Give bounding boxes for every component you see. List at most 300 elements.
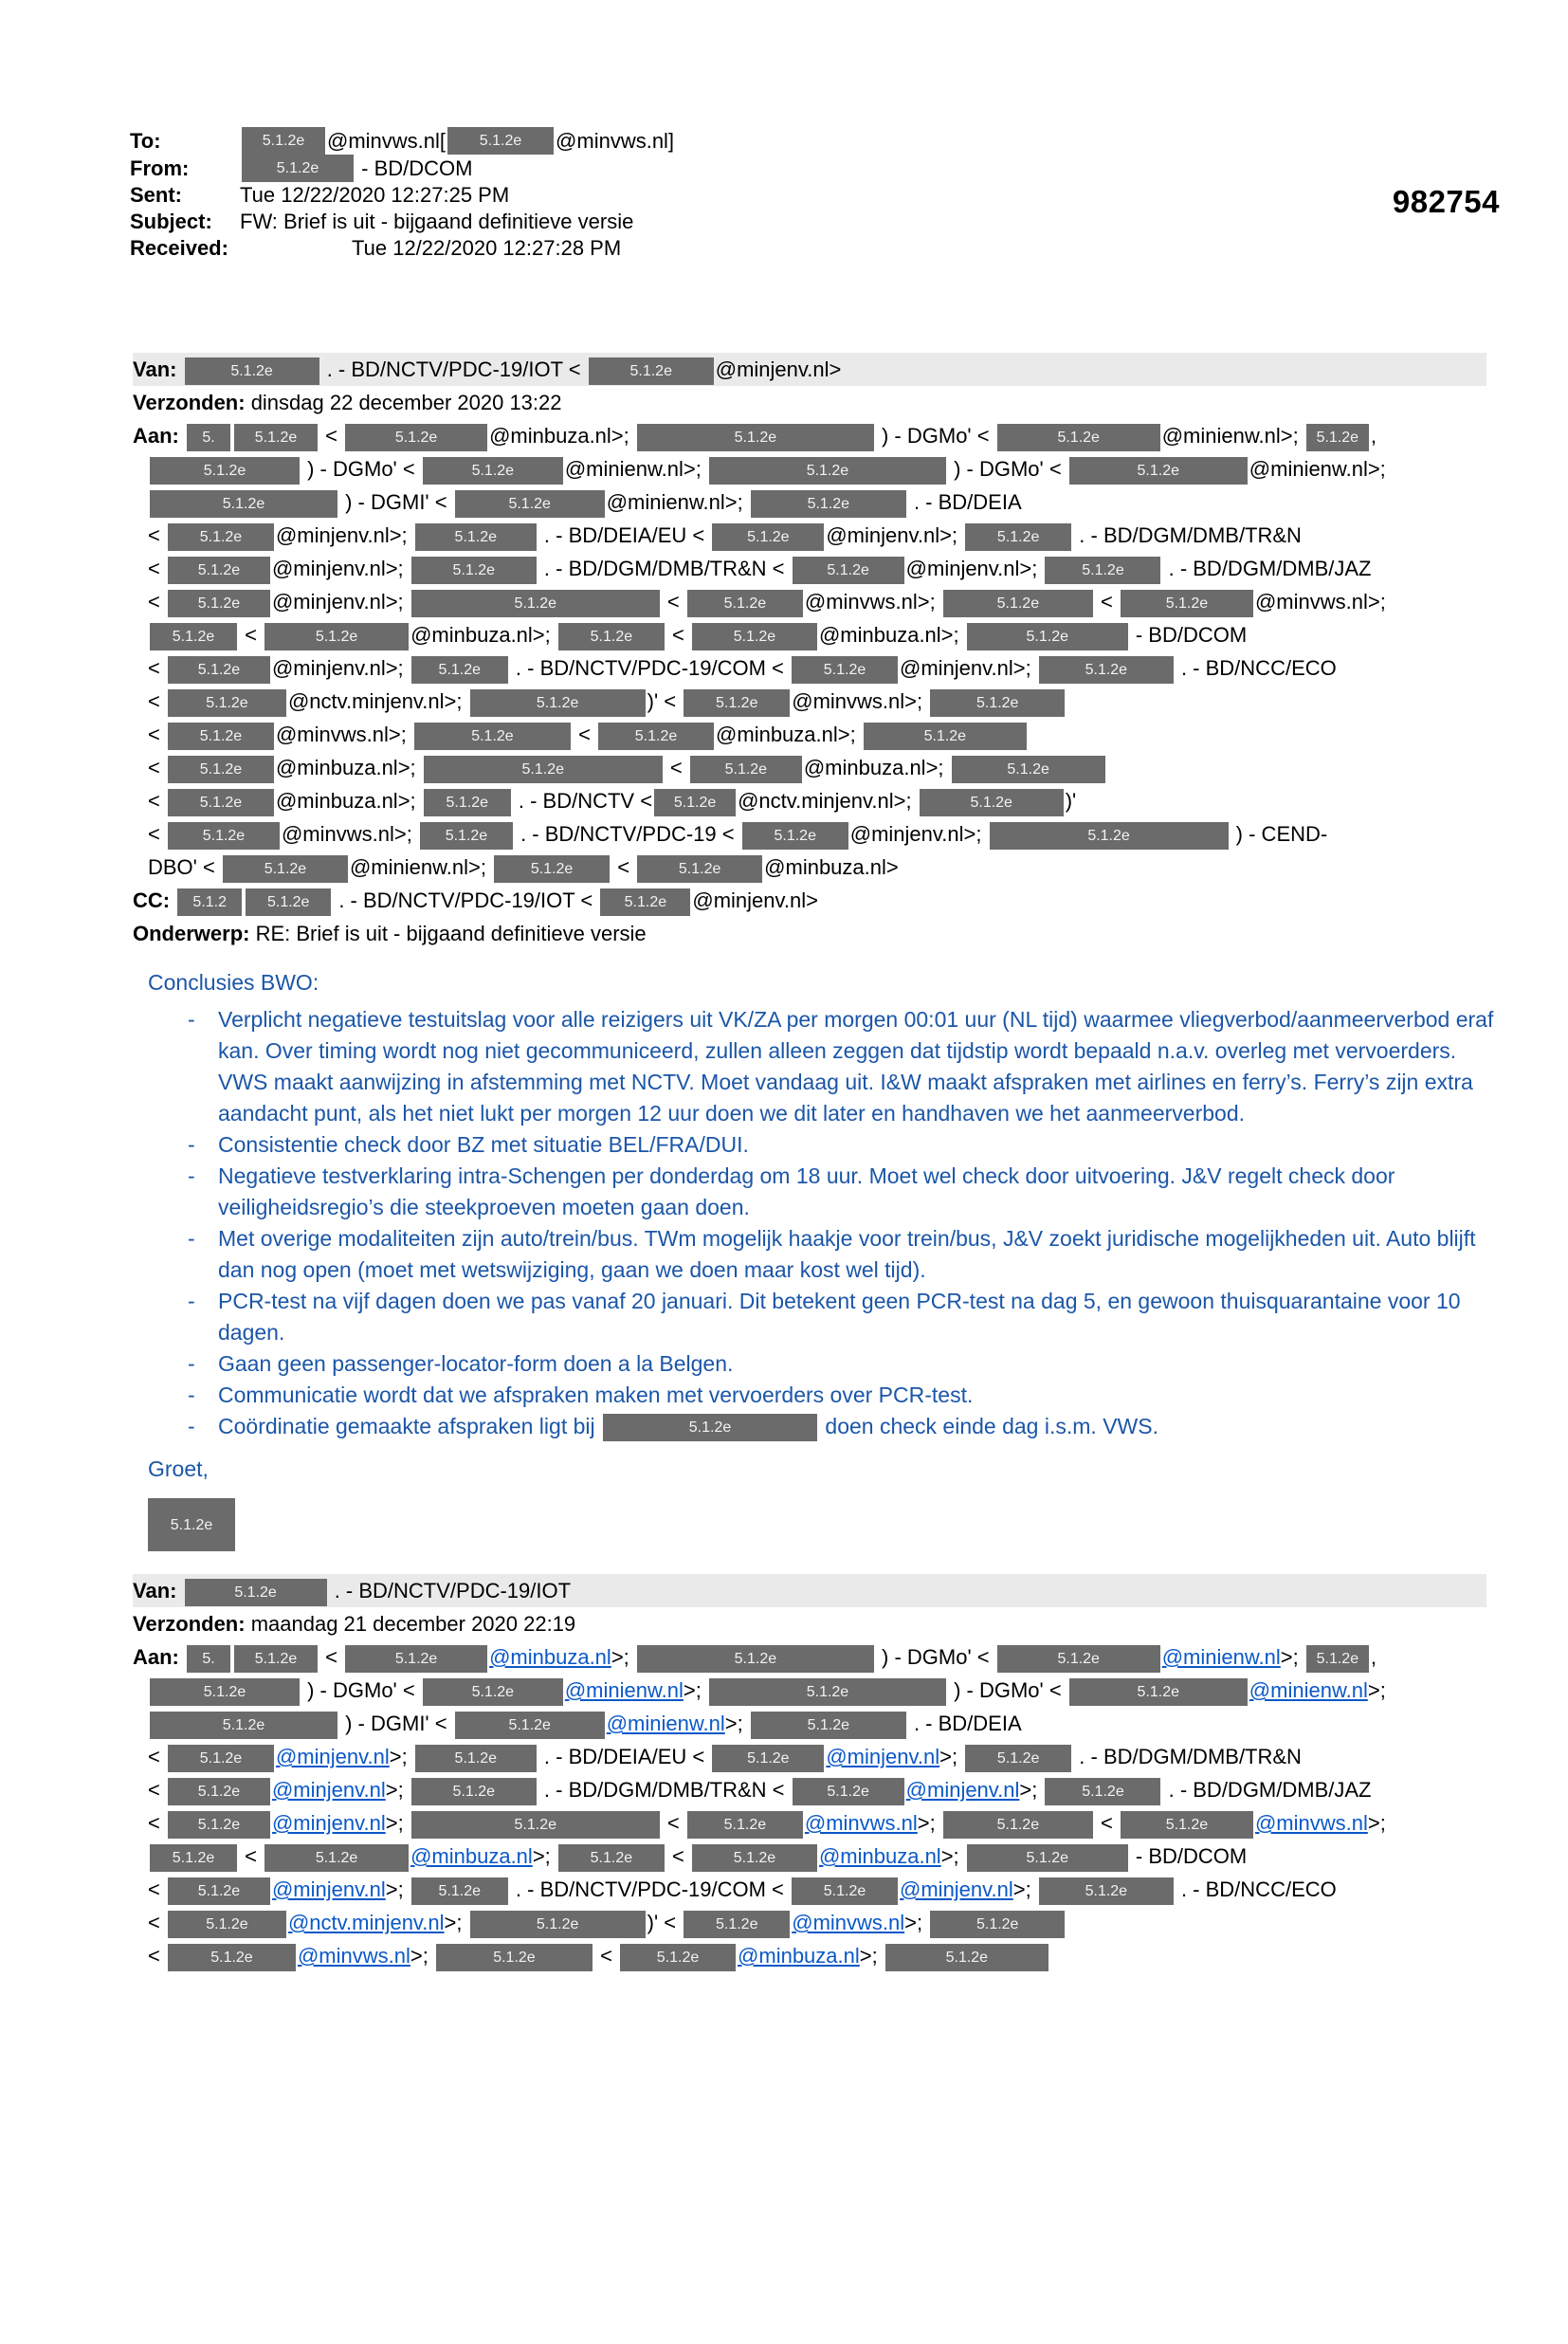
redaction-box: 5.1.2e [692,623,817,650]
redaction-box: 5.1.2e [1039,1877,1174,1905]
text-fragment: >; [1367,1811,1386,1835]
redaction-box: 5.1.2e [943,1811,1093,1839]
redaction-box: 5.1.2e [168,557,270,584]
text-fragment: Gaan geen passenger-locator-form doen a la Belgen. [218,1351,734,1376]
redaction-box: 5.1.2e [967,1844,1128,1872]
recipient-line [133,1773,1486,1806]
redaction-box: 5.1.2e [603,1414,817,1441]
verzonden-line-2 [133,1607,1486,1640]
text-fragment: < [611,855,636,879]
bullet-item [148,1129,1494,1161]
signature-redaction: 5.1.2e [148,1498,235,1551]
text-fragment: @minvws.nl>; [804,590,941,613]
van-line [133,353,1486,386]
text-fragment: < [148,1745,166,1768]
bullet-dash: - [188,1163,195,1188]
bullet-text [218,1383,973,1407]
email-link[interactable]: @minbuza.nl [489,1645,611,1669]
redaction-box: 5.1.2e [411,1877,508,1905]
redaction-box: 5.1.2e [637,1645,874,1673]
redaction-box: 5.1.2e [742,822,848,850]
recipient-line [133,718,1486,751]
text-fragment: >; [1367,1678,1386,1702]
text-fragment: < [1094,1811,1119,1835]
text-fragment: ) - DGMo' < [947,457,1067,481]
bullet-text [218,1007,1500,1126]
redaction-box: 5.1.2e [965,523,1071,551]
bullet-item [148,1380,1494,1411]
redaction-box: 5.1.2e [997,1645,1160,1673]
bullet-item [148,1286,1494,1348]
text-fragment: < [148,1877,166,1901]
recipient-line [133,1840,1486,1873]
email-link[interactable]: @minjenv.nl [271,1811,386,1835]
text-fragment: - BD/DCOM [356,156,473,180]
redaction-box: 5.1.2e [997,424,1160,451]
text-fragment: ) - DGMI' < [339,1712,453,1735]
recipient-line [130,155,1568,182]
email-link[interactable]: @minjenv.nl [271,1778,386,1802]
text-fragment: @minvws.nl>; [275,723,412,746]
text-fragment: >; [904,1911,929,1934]
redaction-box: 5.1.2e [414,723,571,750]
text-fragment: - BD/DCOM [1129,1844,1248,1868]
document-page [0,127,1568,1972]
redaction-box: 5.1.2e [690,756,802,783]
text-fragment: @minbuza.nl>; [410,623,556,647]
text-fragment: @minjenv.nl> [692,888,818,912]
email-link[interactable]: @minienw.nl [564,1678,684,1702]
bullet-item [148,1161,1494,1223]
recipient-line [133,1740,1486,1773]
text-fragment: @minvws.nl>; [281,822,418,846]
text-fragment: >; [724,1712,749,1735]
redaction-box: 5.1.2e [420,822,513,850]
redaction-box: 5.1.2e [455,490,605,518]
redaction-box: 5.1.2e [684,689,790,717]
bullet-text [218,1163,1401,1219]
recipient-line [133,485,1486,519]
text-fragment: dinsdag 22 december 2020 13:22 [250,391,562,414]
redaction-box: 5.1.2e [185,357,319,385]
text-fragment: DBO' < [148,855,221,879]
text-fragment: . - BD/DEIA [907,490,1022,514]
redaction-box: 5.1.2e [709,457,946,485]
bullet-item [148,1411,1494,1442]
redaction-box: 5.1.2e [455,1712,605,1739]
text-fragment: . - BD/NCTV/PDC-19/IOT < [333,888,599,912]
redaction-box: 5.1.2e [930,1911,1065,1938]
text-fragment: >; [444,1911,468,1934]
bullet-item [148,1348,1494,1380]
redaction-box: 5.1.2e [654,789,736,816]
redaction-box: 5.1.2e [751,490,906,518]
redaction-box: 5.1.2e [411,1778,537,1805]
bullet-dash: - [188,1132,195,1157]
text-fragment: Communicatie wordt dat we afspraken maken met vervoerders over PCR-test. [218,1383,974,1407]
text-fragment: >; [385,1778,410,1802]
bullet-dash: - [188,1226,195,1251]
redaction-box: 5.1.2e [168,1745,274,1772]
redaction-box: 5.1.2e [150,490,337,518]
recipient-line [130,182,1568,209]
bullet-text [218,1132,749,1157]
email-link[interactable]: @minbuza.nl [738,1944,860,1968]
field-label: Received: [130,236,235,260]
field-label: Verzonden: [133,391,251,414]
redaction-box: 5.1.2e [470,689,646,717]
redaction-box: 5.1.2e [687,1811,803,1839]
redaction-box: 5.1.2e [712,523,824,551]
onderwerp-line [133,917,1486,950]
redaction-box: 5.1.2e [952,756,1105,783]
redaction-box: 5.1.2e [967,623,1128,650]
text-fragment: @minjenv.nl>; [905,557,1044,580]
text-fragment: , [1370,424,1377,448]
redaction-box: 5.1.2e [264,1844,409,1872]
bullet-list [148,1004,1500,1442]
text-fragment: < [661,590,685,613]
email-link[interactable]: @minienw.nl [1161,1645,1281,1669]
recipient-line [133,1873,1486,1906]
text-fragment: )' [1065,789,1077,813]
document-number: 982754 [1392,184,1500,219]
cc-line [133,884,1486,917]
redaction-box: 5.1.2e [264,623,409,650]
redaction-box: 5.1.2e [1045,557,1160,584]
text-fragment: ) - DGMo' < [947,1678,1067,1702]
text-fragment: >; [532,1844,556,1868]
redaction-box: 5.1.2e [793,1778,904,1805]
text-fragment: Tue 12/22/2020 12:27:25 PM [240,183,510,207]
redaction-box: 5.1.2e [792,656,898,684]
redaction-box: 5.1.2e [558,1844,665,1872]
quoted-email-1 [133,353,1486,950]
field-label: Onderwerp: [133,922,256,945]
field-label: CC: [133,888,176,912]
email-link[interactable]: @nctv.minjenv.nl [287,1911,445,1934]
field-label: Subject: [130,210,218,233]
recipient-line [133,784,1486,817]
recipient-line [133,751,1486,784]
redaction-box: 5.1.2e [168,789,274,816]
text-fragment: . - BD/NCTV/PDC-19/IOT < [320,357,587,381]
redaction-box: 5.1.2e [168,1944,296,1971]
text-fragment: @minbuza.nl>; [489,424,635,448]
text-fragment: >; [389,1745,413,1768]
recipient-line [130,235,1568,262]
text-fragment: < [148,1944,166,1968]
text-fragment: )' < [647,1911,683,1934]
field-label: Van: [133,1579,183,1602]
email-link[interactable]: @minvws.nl [792,1911,905,1934]
email-link[interactable]: @minjenv.nl [826,1745,940,1768]
redaction-box: 5.1.2e [930,689,1065,717]
recipient-line [133,1939,1486,1972]
redaction-box: 5.1.2e [411,1811,660,1839]
redaction-box: 5.1.2e [1121,1811,1253,1839]
redaction-box: 5.1.2e [1121,590,1253,617]
text-fragment: . - BD/NCC/ECO [1175,1877,1337,1901]
redaction-box: 5.1.2e [411,557,537,584]
text-fragment: . - BD/NCTV < [512,789,653,813]
recipient-line [133,817,1486,851]
redaction-box: 5.1.2e [751,1712,906,1739]
recipient-line [133,1640,1486,1674]
email-link[interactable]: @minbuza.nl [410,1844,533,1868]
text-fragment: . - BD/NCTV/PDC-19 < [514,822,740,846]
redaction-box: 5.1.2e [920,789,1064,816]
text-fragment: . - BD/DGM/DMB/TR&N [1073,523,1302,547]
redaction-box: 5.1.2e [423,1678,563,1706]
recipient-line [133,452,1486,485]
redaction-box: 5.1.2e [168,590,270,617]
bullet-text [218,1289,1467,1345]
email-link[interactable]: @minjenv.nl [271,1877,386,1901]
text-fragment: < [664,756,688,779]
field-label: To: [130,128,167,153]
text-fragment: >; [1280,1645,1304,1669]
text-fragment: @minjenv.nl>; [271,557,410,580]
redaction-box: 5.1.2e [345,424,487,451]
redaction-box: 5.1.2e [168,523,274,551]
text-fragment: >; [611,1645,635,1669]
text-fragment: @minbuza.nl>; [275,789,422,813]
text-fragment: < [148,756,166,779]
text-fragment: >; [385,1877,410,1901]
recipient-line [133,851,1486,884]
text-fragment: doen check einde dag i.s.m. VWS. [819,1414,1158,1438]
text-fragment: @minjenv.nl> [715,357,842,381]
redaction-box: 5.1.2e [792,1877,898,1905]
text-fragment: PCR-test na vijf dagen doen we pas vanaf 20 januari. Dit betekent geen PCR-test na dag 5, en gewoon thuisquarantaine voor 10 dagen. [218,1289,1467,1345]
text-fragment: Met overige modaliteiten zijn auto/trein/bus. TWm mogelijk haakje voor trein/bus, J&V zoekt juridische mogelijkheden uit. Auto blijft dan nog open (moet met wetswijziging, gaan we doen maar kost wel tijd). [218,1226,1482,1282]
text-fragment: < [148,1911,166,1934]
email-link[interactable]: @minienw.nl [606,1712,725,1735]
recipient-line [130,209,1568,235]
aan-recipients-2 [133,1640,1486,1972]
email-link[interactable]: @minvws.nl [804,1811,918,1835]
text-fragment: ) - DGMo' < [301,457,421,481]
email-header [130,127,1568,262]
text-fragment: maandag 21 december 2020 22:19 [250,1612,576,1636]
redaction-box: 5.1.2e [1039,656,1174,684]
text-fragment: @minbuza.nl>; [275,756,422,779]
text-fragment: @minienw.nl>; [606,490,749,514]
text-fragment: Negatieve testverklaring intra-Schengen per donderdag om 18 uur. Moet wel check door uitvoering. J&V regelt check door veiligheidsregio’s die steekproeven moeten gaan doen. [218,1163,1401,1219]
text-fragment: ) - DGMo' < [875,1645,995,1669]
aan-recipients [133,419,1486,884]
recipient-line [133,1906,1486,1939]
text-fragment: < [665,1844,690,1868]
text-fragment: >; [410,1944,434,1968]
redaction-box: 5.1.2 [177,888,242,916]
redaction-box: 5.1.2e [637,855,762,883]
text-fragment: ) - CEND- [1230,822,1328,846]
quoted-email-2 [133,1574,1486,1972]
text-fragment: )' < [647,689,683,713]
text-fragment: Coördinatie gemaakte afspraken ligt bij [218,1414,602,1438]
text-fragment: >; [940,1844,965,1868]
text-fragment: @minjenv.nl>; [849,822,988,846]
text-fragment: . - BD/DGM/DMB/JAZ [1162,557,1372,580]
redaction-box: 5.1.2e [168,1778,270,1805]
text-fragment: @minjenv.nl>; [826,523,964,547]
text-fragment: @minbuza.nl>; [716,723,862,746]
text-fragment: >; [683,1678,707,1702]
text-fragment: < [319,1645,344,1669]
redaction-box: 5. [187,1645,230,1673]
text-fragment: . - BD/DGM/DMB/TR&N < [538,557,791,580]
email-link[interactable]: @minienw.nl [1249,1678,1368,1702]
redaction-box: 5.1.2e [637,424,874,451]
email-link[interactable]: @minjenv.nl [905,1778,1020,1802]
text-fragment: < [148,789,166,813]
text-fragment: Verplicht negatieve testuitslag voor alle reizigers uit VK/ZA per morgen 00:01 uur (NL tijd) waarmee vliegverbod/aanmeerverbod eraf kan. Over timing wordt nog niet gecommuniceerd, zullen alleen zeggen dat tijdstip wordt bepaald n.a.v. overleg met vervoerders. VWS maakt aanwijzing in afstemming met NCTV. Moet vandaag uit. I&W maakt afspraken met airlines en ferry’s. Ferry’s zijn extra aandacht punt, als het niet lukt per morgen 12 uur doen we dit later en handhaven we het aanmeerverbod. [218,1007,1500,1126]
text-fragment: @minjenv.nl>; [271,656,410,680]
redaction-box: 5.1.2e [242,155,354,182]
redaction-box: 5.1.2e [1306,1645,1369,1673]
redaction-box: 5.1.2e [168,723,274,750]
redaction-box: 5.1.2e [242,127,325,155]
field-label: Aan: [133,1645,185,1669]
text-fragment: @minvws.nl] [556,128,675,153]
redaction-box: 5.1.2e [558,623,665,650]
text-fragment: . - BD/DGM/DMB/TR&N < [538,1778,791,1802]
text-fragment: RE: Brief is uit - bijgaand definitieve versie [255,922,647,945]
redaction-box: 5.1.2e [424,789,511,816]
text-fragment: ) - DGMo' < [875,424,995,448]
recipient-line [133,685,1486,718]
text-fragment: . - BD/DGM/DMB/JAZ [1162,1778,1372,1802]
text-fragment: @minvws.nl>; [792,689,929,713]
bullet-text [218,1226,1482,1282]
redaction-box: 5.1.2e [436,1944,593,1971]
redaction-box: 5.1.2e [1069,1678,1248,1706]
text-fragment: @nctv.minjenv.nl>; [287,689,468,713]
redaction-box: 5.1.2e [494,855,610,883]
redaction-box: 5.1.2e [470,1911,646,1938]
recipient-line [133,519,1486,552]
text-fragment: < [148,523,166,547]
redaction-box: 5.1.2e [223,855,348,883]
redaction-box: 5.1.2e [692,1844,817,1872]
text-fragment: >; [1012,1877,1037,1901]
redaction-box: 5.1.2e [1069,457,1248,485]
text-fragment: @minvws.nl[ [327,128,447,153]
text-fragment: >; [917,1811,941,1835]
text-fragment: Consistentie check door BZ met situatie BEL/FRA/DUI. [218,1132,749,1157]
text-fragment: >; [859,1944,884,1968]
email-body [148,967,1500,1551]
text-fragment: , [1370,1645,1377,1669]
text-fragment: >; [385,1811,410,1835]
redaction-box: 5.1.2e [687,590,803,617]
text-fragment: FW: Brief is uit - bijgaand definitieve versie [240,210,634,233]
redaction-box: 5.1.2e [168,1811,270,1839]
text-fragment: < [148,723,166,746]
redaction-box: 5.1.2e [885,1944,1048,1971]
text-fragment: < [239,623,264,647]
email-link[interactable]: @minvws.nl [297,1944,410,1968]
field-label: Sent: [130,183,189,207]
bullet-dash: - [188,1383,195,1407]
text-fragment: < [148,656,166,680]
field-label: Verzonden: [133,1612,251,1636]
recipient-line [133,585,1486,618]
text-fragment: < [148,590,166,613]
recipient-line [133,618,1486,651]
recipient-line [133,651,1486,685]
redaction-box: 5.1.2e [168,1877,270,1905]
redaction-box: 5. [187,424,230,451]
redaction-box: 5.1.2e [168,689,286,717]
redaction-box: 5.1.2e [415,523,537,551]
redaction-box: 5.1.2e [234,424,318,451]
redaction-box: 5.1.2e [598,723,714,750]
redaction-box: 5.1.2e [246,888,331,916]
email-link[interactable]: @minjenv.nl [275,1745,390,1768]
redaction-box: 5.1.2e [150,623,237,650]
text-fragment: . - BD/DEIA/EU < [538,1745,711,1768]
redaction-box: 5.1.2e [589,357,714,385]
redaction-box: 5.1.2e [943,590,1093,617]
text-fragment: Tue 12/22/2020 12:27:28 PM [352,236,622,260]
text-fragment: @minienw.nl>; [1161,424,1304,448]
redaction-box: 5.1.2e [411,590,660,617]
bullet-dash: - [188,1289,195,1313]
text-fragment: @nctv.minjenv.nl>; [738,789,918,813]
redaction-box: 5.1.2e [150,457,300,485]
redaction-box: 5.1.2e [709,1678,946,1706]
redaction-box: 5.1.2e [864,723,1027,750]
redaction-box: 5.1.2e [990,822,1229,850]
redaction-box: 5.1.2e [793,557,904,584]
bullet-item [148,1004,1500,1129]
body-intro: Conclusies BWO: [148,970,319,995]
redaction-box: 5.1.2e [965,1745,1071,1772]
email-link[interactable]: @minjenv.nl [900,1877,1013,1901]
redaction-box: 5.1.2e [1045,1778,1160,1805]
recipient-line [133,419,1486,452]
text-fragment: @minjenv.nl>; [900,656,1037,680]
email-link[interactable]: @minbuza.nl [818,1844,941,1868]
text-fragment: < [661,1811,685,1835]
redaction-box: 5.1.2e [150,1712,337,1739]
field-label: From: [130,156,195,180]
email-link[interactable]: @minvws.nl [1254,1811,1368,1835]
text-fragment: @minjenv.nl>; [275,523,413,547]
text-fragment: @minvws.nl>; [1254,590,1386,613]
text-fragment: < [572,723,597,746]
recipient-line [133,1674,1486,1707]
redaction-box: 5.1.2e [447,127,554,155]
text-fragment: @minienw.nl>; [564,457,707,481]
text-fragment: < [319,424,344,448]
redaction-box: 5.1.2e [150,1844,237,1872]
text-fragment: < [148,822,166,846]
text-fragment: @minienw.nl>; [349,855,493,879]
text-fragment: . - BD/DGM/DMB/TR&N [1073,1745,1302,1768]
field-label: Van: [133,357,183,381]
text-fragment: @minbuza.nl>; [803,756,950,779]
redaction-box: 5.1.2e [411,656,508,684]
bullet-item [148,1223,1494,1286]
text-fragment: . - BD/DEIA [907,1712,1022,1735]
text-fragment: - BD/DCOM [1129,623,1248,647]
text-fragment: >; [1019,1778,1044,1802]
text-fragment: ) - DGMI' < [339,490,453,514]
